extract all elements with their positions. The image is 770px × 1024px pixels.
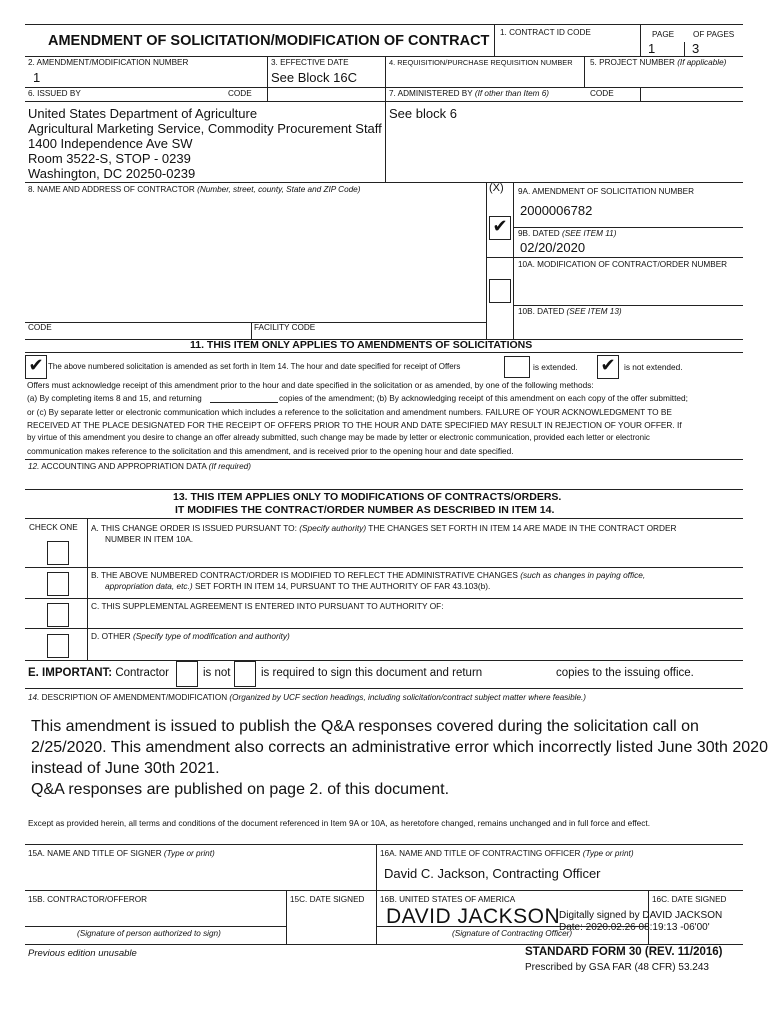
dated-9b-suffix: (SEE ITEM 11) — [562, 229, 617, 238]
officer-16a-value[interactable]: David C. Jackson, Contracting Officer — [384, 866, 601, 881]
signature-15b-caption: (Signature of person authorized to sign) — [77, 929, 221, 938]
accounting-suffix: (If required) — [208, 462, 251, 471]
divider — [494, 24, 495, 56]
dated-10b-suffix: (SEE ITEM 13) — [566, 307, 622, 316]
except-text: Except as provided herein, all terms and conditions of the document referenced in Item 9A or 10A, as heretofore changed, remains unchanged and in full force and effect. — [28, 818, 651, 828]
item-11-line1: The above numbered solicitation is amended as set forth in Item 14. The hour and date specified for receipt of Offers — [48, 362, 461, 371]
is-not-extended-label: is not extended. — [624, 362, 683, 372]
signature-16b-caption: (Signature of Contracting Officer) — [452, 929, 573, 938]
item-13-subtitle: IT MODIFIES THE CONTRACT/ORDER NUMBER AS DESCRIBED IN ITEM 14. — [175, 504, 555, 516]
dated-9b-value[interactable]: 02/20/2020 — [520, 240, 586, 255]
dated-10b-label: 10B. DATED — [518, 307, 565, 316]
row-border — [25, 87, 743, 88]
address-line: Room 3522-S, STOP - 0239 — [28, 151, 191, 166]
date-15c-label: 15C. DATE SIGNED — [290, 895, 365, 904]
dated-9b-label: 9B. DATED — [518, 229, 560, 238]
contract-id-label: 1. CONTRACT ID CODE — [500, 28, 591, 37]
facility-code-label: FACILITY CODE — [254, 323, 316, 332]
important-contractor: Contractor — [115, 667, 170, 679]
checkbox-10a[interactable] — [489, 279, 511, 303]
amendment-9a-label: 9A. AMENDMENT OF SOLICITATION NUMBER — [518, 187, 695, 196]
row-border — [513, 227, 743, 228]
x-column-header: (X) — [489, 182, 504, 194]
divider — [267, 87, 268, 101]
copies-label: copies to the issuing office. — [556, 667, 694, 679]
option-a-label-cont: THE CHANGES SET FORTH IN ITEM 14 ARE MADE IN THE CONTRACT ORDER — [368, 523, 677, 533]
divider — [584, 56, 585, 87]
accounting-label: ACCOUNTING AND APPROPRIATION DATA — [41, 462, 207, 471]
description-line: This amendment is issued to publish the Q&A responses covered during the solicitation call on — [31, 718, 699, 735]
checkbox-is-extended[interactable] — [504, 356, 530, 378]
item-11-text: (a) By completing items 8 and 15, and returning — [27, 393, 202, 403]
item-11-text: Offers must acknowledge receipt of this amendment prior to the hour and date specified in the solicitation or as amended, by one of the following methods: — [27, 380, 594, 390]
row-border — [25, 844, 743, 845]
option-b-italic: (such as changes in paying office, — [520, 570, 646, 580]
item-11-text: by virtue of this amendment you desire to change an offer already submitted, such change may be made by letter or electronic communication, provided each letter or electronic — [27, 433, 650, 442]
option-a-line2: NUMBER IN ITEM 10A. — [105, 534, 194, 544]
row-border — [25, 56, 743, 57]
digital-signature-name: DAVID JACKSON — [386, 905, 561, 928]
divider — [684, 42, 685, 56]
item-14-suffix: (Organized by UCF section headings, including solicitation/contract subject matter where feasible.) — [229, 693, 587, 702]
form-bottom-border — [25, 944, 743, 945]
item-11-text: or (c) By separate letter or electronic communication which includes a reference to the solicitation and amendment numbers. FAILURE OF YOUR ACKNOWLEDGMENT TO BE — [27, 407, 672, 417]
signature-line — [25, 926, 286, 927]
item-14-label: DESCRIPTION OF AMENDMENT/MODIFICATION — [41, 693, 228, 702]
item-11-title: 11. THIS ITEM ONLY APPLIES TO AMENDMENTS OF SOLICITATIONS — [190, 339, 533, 351]
of-pages-label: OF PAGES — [693, 30, 735, 39]
form-title: AMENDMENT OF SOLICITATION/MODIFICATION OF CONTRACT — [48, 33, 490, 49]
option-b-italic2: appropriation data, etc.) — [105, 581, 193, 591]
divider — [486, 182, 487, 339]
row-border — [25, 628, 743, 629]
item-14-description[interactable] — [31, 716, 768, 800]
signature-line — [376, 926, 648, 927]
is-extended-label: is extended. — [533, 362, 578, 372]
form-top-border — [25, 24, 743, 25]
row-border — [25, 598, 743, 599]
issued-code-label: CODE — [228, 89, 252, 98]
divider — [87, 518, 88, 660]
row-border — [25, 489, 743, 490]
option-d-italic: (Specify type of modification and authority) — [132, 631, 290, 641]
administered-by-suffix: (If other than Item 6) — [474, 89, 550, 98]
checkbox-option-d[interactable] — [47, 634, 69, 658]
contractor-code-label: CODE — [28, 323, 52, 332]
effective-date-label: 3. EFFECTIVE DATE — [271, 58, 349, 67]
row-border — [25, 182, 743, 183]
date-16c-label: 16C. DATE SIGNED — [652, 895, 727, 904]
check-one-label: CHECK ONE — [29, 523, 78, 532]
digital-signature-line1: Digitally signed by DAVID JACKSON — [559, 910, 723, 921]
item-11-text: RECEIVED AT THE PLACE DESIGNATED FOR THE RECEIPT OF OFFERS PRIOR TO THE HOUR AND DATE SPECIFIED MAY RESULT IN REJECTION OF YOUR OFFER. If — [27, 420, 682, 430]
option-d-label: D. OTHER — [91, 631, 131, 641]
admin-code-label: CODE — [590, 89, 614, 98]
row-border — [25, 459, 743, 460]
check-icon: ✔ — [28, 355, 44, 375]
is-required-label: is required to sign this document and return — [261, 667, 483, 679]
requisition-number-label: 4. REQUISITION/PURCHASE REQUISITION NUMBER — [389, 58, 573, 67]
usa-16b-label: 16B. UNITED STATES OF AMERICA — [380, 895, 516, 904]
standard-form-label: STANDARD FORM 30 (REV. 11/2016) — [525, 946, 723, 958]
digital-signature-line2: Date: 2020.02.26 08:19:13 -06'00' — [559, 922, 710, 933]
copies-blank — [210, 402, 278, 403]
divider — [376, 844, 377, 944]
administered-by-value[interactable]: See block 6 — [389, 106, 457, 121]
row-border — [25, 518, 743, 519]
row-border — [25, 352, 743, 353]
amendment-number-value[interactable]: 1 — [33, 70, 41, 85]
issued-by-address[interactable] — [28, 106, 382, 181]
prescribed-label: Prescribed by GSA FAR (48 CFR) 53.243 — [525, 962, 709, 973]
check-icon: ✔ — [600, 355, 616, 375]
divider — [640, 24, 641, 56]
divider — [286, 890, 287, 944]
divider — [640, 87, 641, 101]
item-14-number: 14. — [28, 693, 40, 702]
divider — [513, 182, 514, 339]
project-number-suffix: (If applicable) — [677, 58, 727, 67]
contractor-suffix: (Number, street, county, State and ZIP Code) — [197, 185, 361, 194]
address-line: Agricultural Marketing Service, Commodity Procurement Staff — [28, 121, 382, 136]
address-line: United States Department of Agriculture — [28, 106, 258, 121]
option-a-label: A. THIS CHANGE ORDER IS ISSUED PURSUANT TO: — [91, 523, 297, 533]
row-border — [513, 305, 743, 306]
amendment-9a-value[interactable]: 2000006782 — [520, 203, 593, 218]
description-line: Q&A responses are published on page 2. of this document. — [31, 781, 450, 798]
option-a-italic: (Specify authority) — [299, 523, 367, 533]
contractor-label: 8. NAME AND ADDRESS OF CONTRACTOR — [28, 185, 195, 194]
issued-by-label: 6. ISSUED BY — [28, 89, 81, 98]
checkbox-is-not-extended[interactable] — [597, 355, 619, 379]
description-line: instead of June 30th 2021. — [31, 760, 220, 777]
checkbox-9a-checked[interactable] — [489, 216, 511, 240]
row-border — [25, 660, 743, 661]
is-not-label: is not — [203, 667, 231, 679]
officer-16a-suffix: (Type or print) — [582, 849, 634, 858]
row-border — [25, 688, 743, 689]
address-line: Washington, DC 20250-0239 — [28, 166, 196, 181]
check-icon: ✔ — [492, 216, 508, 236]
checkbox-option-a[interactable] — [47, 541, 69, 565]
row-border — [25, 890, 743, 891]
option-b-label: B. THE ABOVE NUMBERED CONTRACT/ORDER IS MODIFIED TO REFLECT THE ADMINISTRATIVE CHANGES — [91, 570, 518, 580]
divider — [385, 56, 386, 87]
modification-10a-label: 10A. MODIFICATION OF CONTRACT/ORDER NUMBER — [518, 260, 728, 269]
signer-15a-label: 15A. NAME AND TITLE OF SIGNER — [28, 849, 162, 858]
divider — [251, 322, 252, 339]
contractor-15b-label: 15B. CONTRACTOR/OFFEROR — [28, 895, 148, 904]
page-label: PAGE — [652, 30, 675, 39]
item-11-text: communication makes reference to the solicitation and this amendment, and is received prior to the opening hour and date specified. — [27, 446, 514, 456]
officer-16a-label: 16A. NAME AND TITLE OF CONTRACTING OFFICER — [380, 849, 581, 858]
checkbox-is-required[interactable] — [234, 661, 256, 687]
accounting-number: 12. — [28, 462, 40, 471]
item-11-text: copies of the amendment; (b) By acknowledging receipt of this amendment on each copy of the offer submitted; — [279, 393, 688, 403]
checkbox-option-b[interactable] — [47, 572, 69, 596]
signer-15a-suffix: (Type or print) — [163, 849, 215, 858]
checkbox-is-not[interactable] — [176, 661, 198, 687]
description-line: 2/25/2020. This amendment also corrects an administrative error which incorrectly listed June 30th 2020 — [31, 739, 768, 756]
administered-by-label: 7. ADMINISTERED BY — [389, 89, 473, 98]
row-border — [486, 257, 743, 258]
effective-date-value[interactable]: See Block 16C — [271, 70, 357, 85]
option-c-label: C. THIS SUPPLEMENTAL AGREEMENT IS ENTERED INTO PURSUANT TO AUTHORITY OF: — [91, 601, 444, 611]
checkbox-option-c[interactable] — [47, 603, 69, 627]
important-label: E. IMPORTANT: — [28, 667, 113, 679]
row-border — [25, 101, 743, 102]
item-13-title: 13. THIS ITEM APPLIES ONLY TO MODIFICATIONS OF CONTRACTS/ORDERS. — [173, 491, 562, 503]
previous-edition-note: Previous edition unusable — [28, 948, 137, 959]
project-number-label: 5. PROJECT NUMBER — [590, 58, 675, 67]
checkbox-solicitation-amended[interactable] — [25, 355, 47, 379]
amendment-number-label: 2. AMENDMENT/MODIFICATION NUMBER — [28, 58, 189, 67]
option-b-line2: SET FORTH IN ITEM 14, PURSUANT TO THE AUTHORITY OF FAR 43.103(b). — [194, 581, 491, 591]
of-pages-value: 3 — [692, 41, 700, 56]
divider — [267, 56, 268, 87]
page-value: 1 — [648, 41, 656, 56]
row-border — [25, 567, 743, 568]
address-line: 1400 Independence Ave SW — [28, 136, 193, 151]
